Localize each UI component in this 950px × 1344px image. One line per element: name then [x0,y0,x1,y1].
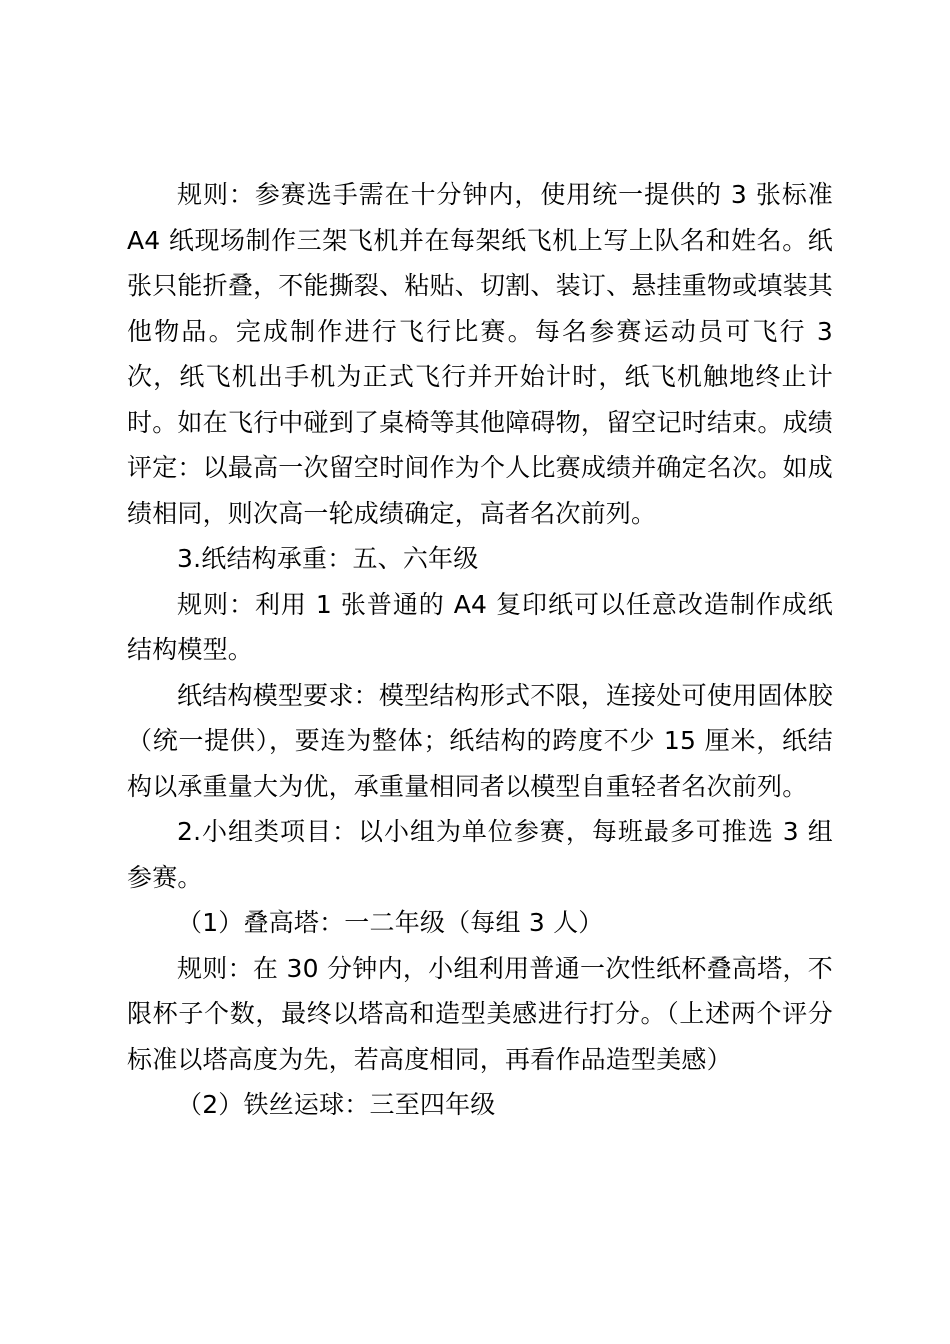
group-events-paragraph: 2.小组类项目：以小组为单位参赛，每班最多可推选 3 组参赛。 [127,817,833,892]
document-body [127,172,833,1128]
paper-plane-rules-paragraph: 规则：参赛选手需在十分钟内，使用统一提供的 3 张标准 A4 纸现场制作三架飞机并在每架纸飞机上写上队名和姓名。纸张只能折叠，不能撕裂、粘贴、切割、装订、悬挂重物或填装其他物品。完成制作进行飞行比赛。每名参赛运动员可飞行 3 次，纸飞机出手机为正式飞行并开始计时，纸飞机触地终止计时。如在飞行中碰到了桌椅等其他障碍物，留空记时结束。成绩评定：以最高一次留空时间作为个人比赛成绩并确定名次。如成绩相同，则次高一轮成绩确定，高者名次前列。 [127,180,833,528]
paper-structure-rules-paragraph: 规则：利用 1 张普通的 A4 复印纸可以任意改造制作成纸结构模型。 [127,589,833,664]
wire-ball-heading: （2）铁丝运球：三至四年级 [177,1090,496,1119]
tower-stacking-rules-paragraph: 规则：在 30 分钟内，小组利用普通一次性纸杯叠高塔，不限杯子个数，最终以塔高和造型美感进行打分。（上述两个评分标准以塔高度为先，若高度相同，再看作品造型美感） [127,953,833,1074]
paper-structure-requirements-paragraph: 纸结构模型要求：模型结构形式不限，连接处可使用固体胶（统一提供），要连为整体；纸结构的跨度不少 15 厘米，纸结构以承重量大为优，承重量相同者以模型自重轻者名次前列。 [127,680,833,801]
tower-stacking-heading: （1）叠高塔：一二年级（每组 3 人） [177,908,604,937]
paper-structure-heading: 3.纸结构承重：五、六年级 [177,544,479,573]
